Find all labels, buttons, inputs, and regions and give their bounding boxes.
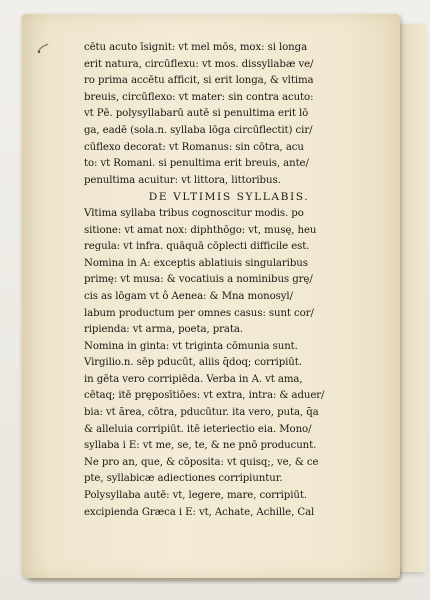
text-line: sitione: vt amat nox: diphthōgo: vt, musę, heu [84, 224, 317, 236]
text-line: Virgilio.n. sēp pducūt, aliis q̄doq; corripiūt. [84, 357, 302, 369]
text-line: ro prima accētu afficit, si erit longa, & vltima [84, 75, 314, 87]
text-line: to: vt Romani. si penultima erit breuis, ante/ [84, 158, 309, 170]
text-line: Nomina in A: exceptis ablatiuis singularibus [84, 257, 308, 269]
text-line: ga, eadē (sola.n. syllaba lōga circūflectit) cir/ [84, 124, 313, 136]
page-text [84, 40, 374, 521]
text-line: penultima acuitur: vt littora, littoribus. [84, 174, 281, 186]
text-line: Ne pro an, que, & cōposita: vt quisq;, ve, & ce [84, 456, 319, 468]
text-line: labum productum per omnes casus: sunt cor/ [84, 307, 314, 319]
text-line: & alleluia corripiūt. itē ieteriectio eia. Mono/ [84, 423, 312, 435]
section-heading: DE VLTIMIS SYLLABIS. [148, 191, 310, 204]
text-line: in gēta vero corripiēda. Verba in A. vt ama, [84, 373, 303, 385]
text-line: cētaq; itē pręposītiōes: vt extra, intra: & aduer/ [84, 390, 325, 402]
text-line: cūflexo decorat: vt Romanus: sin cōtra, acu [84, 141, 304, 153]
text-line: erit natura, circūflexu: vt mos. dissyllabæ ve/ [84, 58, 314, 70]
text-line: breuis, circūflexo: vt mater: sin contra acuto: [84, 91, 314, 103]
text-line: Vltima syllaba tribus cognoscitur modis. po [84, 207, 304, 219]
text-line: regula: vt infra. quāquā cōplecti difficile est. [84, 241, 310, 253]
text-line: excipienda Græca i E: vt, Achate, Achille, Cal [84, 506, 315, 518]
text-line: ripienda: vt arma, poeta, prata. [84, 324, 244, 336]
text-line: Polysyllaba autē: vt, legere, mare, corripiūt. [84, 490, 307, 502]
text-line: syllaba i E: vt me, se, te, & ne pnō producunt. [84, 440, 317, 452]
text-line: pte, syllabicæ adiectiones corripiuntur. [84, 473, 283, 485]
text-line: bia: vt ãrea, cōtra, pducūtur. ita vero, puta, q̄a [84, 407, 319, 419]
text-line: cētu acuto īsignit: vt mel mōs, mox: si longa [84, 42, 308, 53]
text-line: vt Pē. polysyllabarū autē si penultima erit lō [84, 108, 309, 120]
text-line: Nomina in ginta: vt triginta cōmunia sunt. [84, 340, 298, 352]
text-line: primę: vt musa: & vocatiuis a nominibus grę/ [84, 274, 313, 286]
text-line: cis as lōgam vt ô Aenea: & Mna monosyl/ [84, 290, 293, 302]
thread-stitch-icon [36, 42, 50, 56]
